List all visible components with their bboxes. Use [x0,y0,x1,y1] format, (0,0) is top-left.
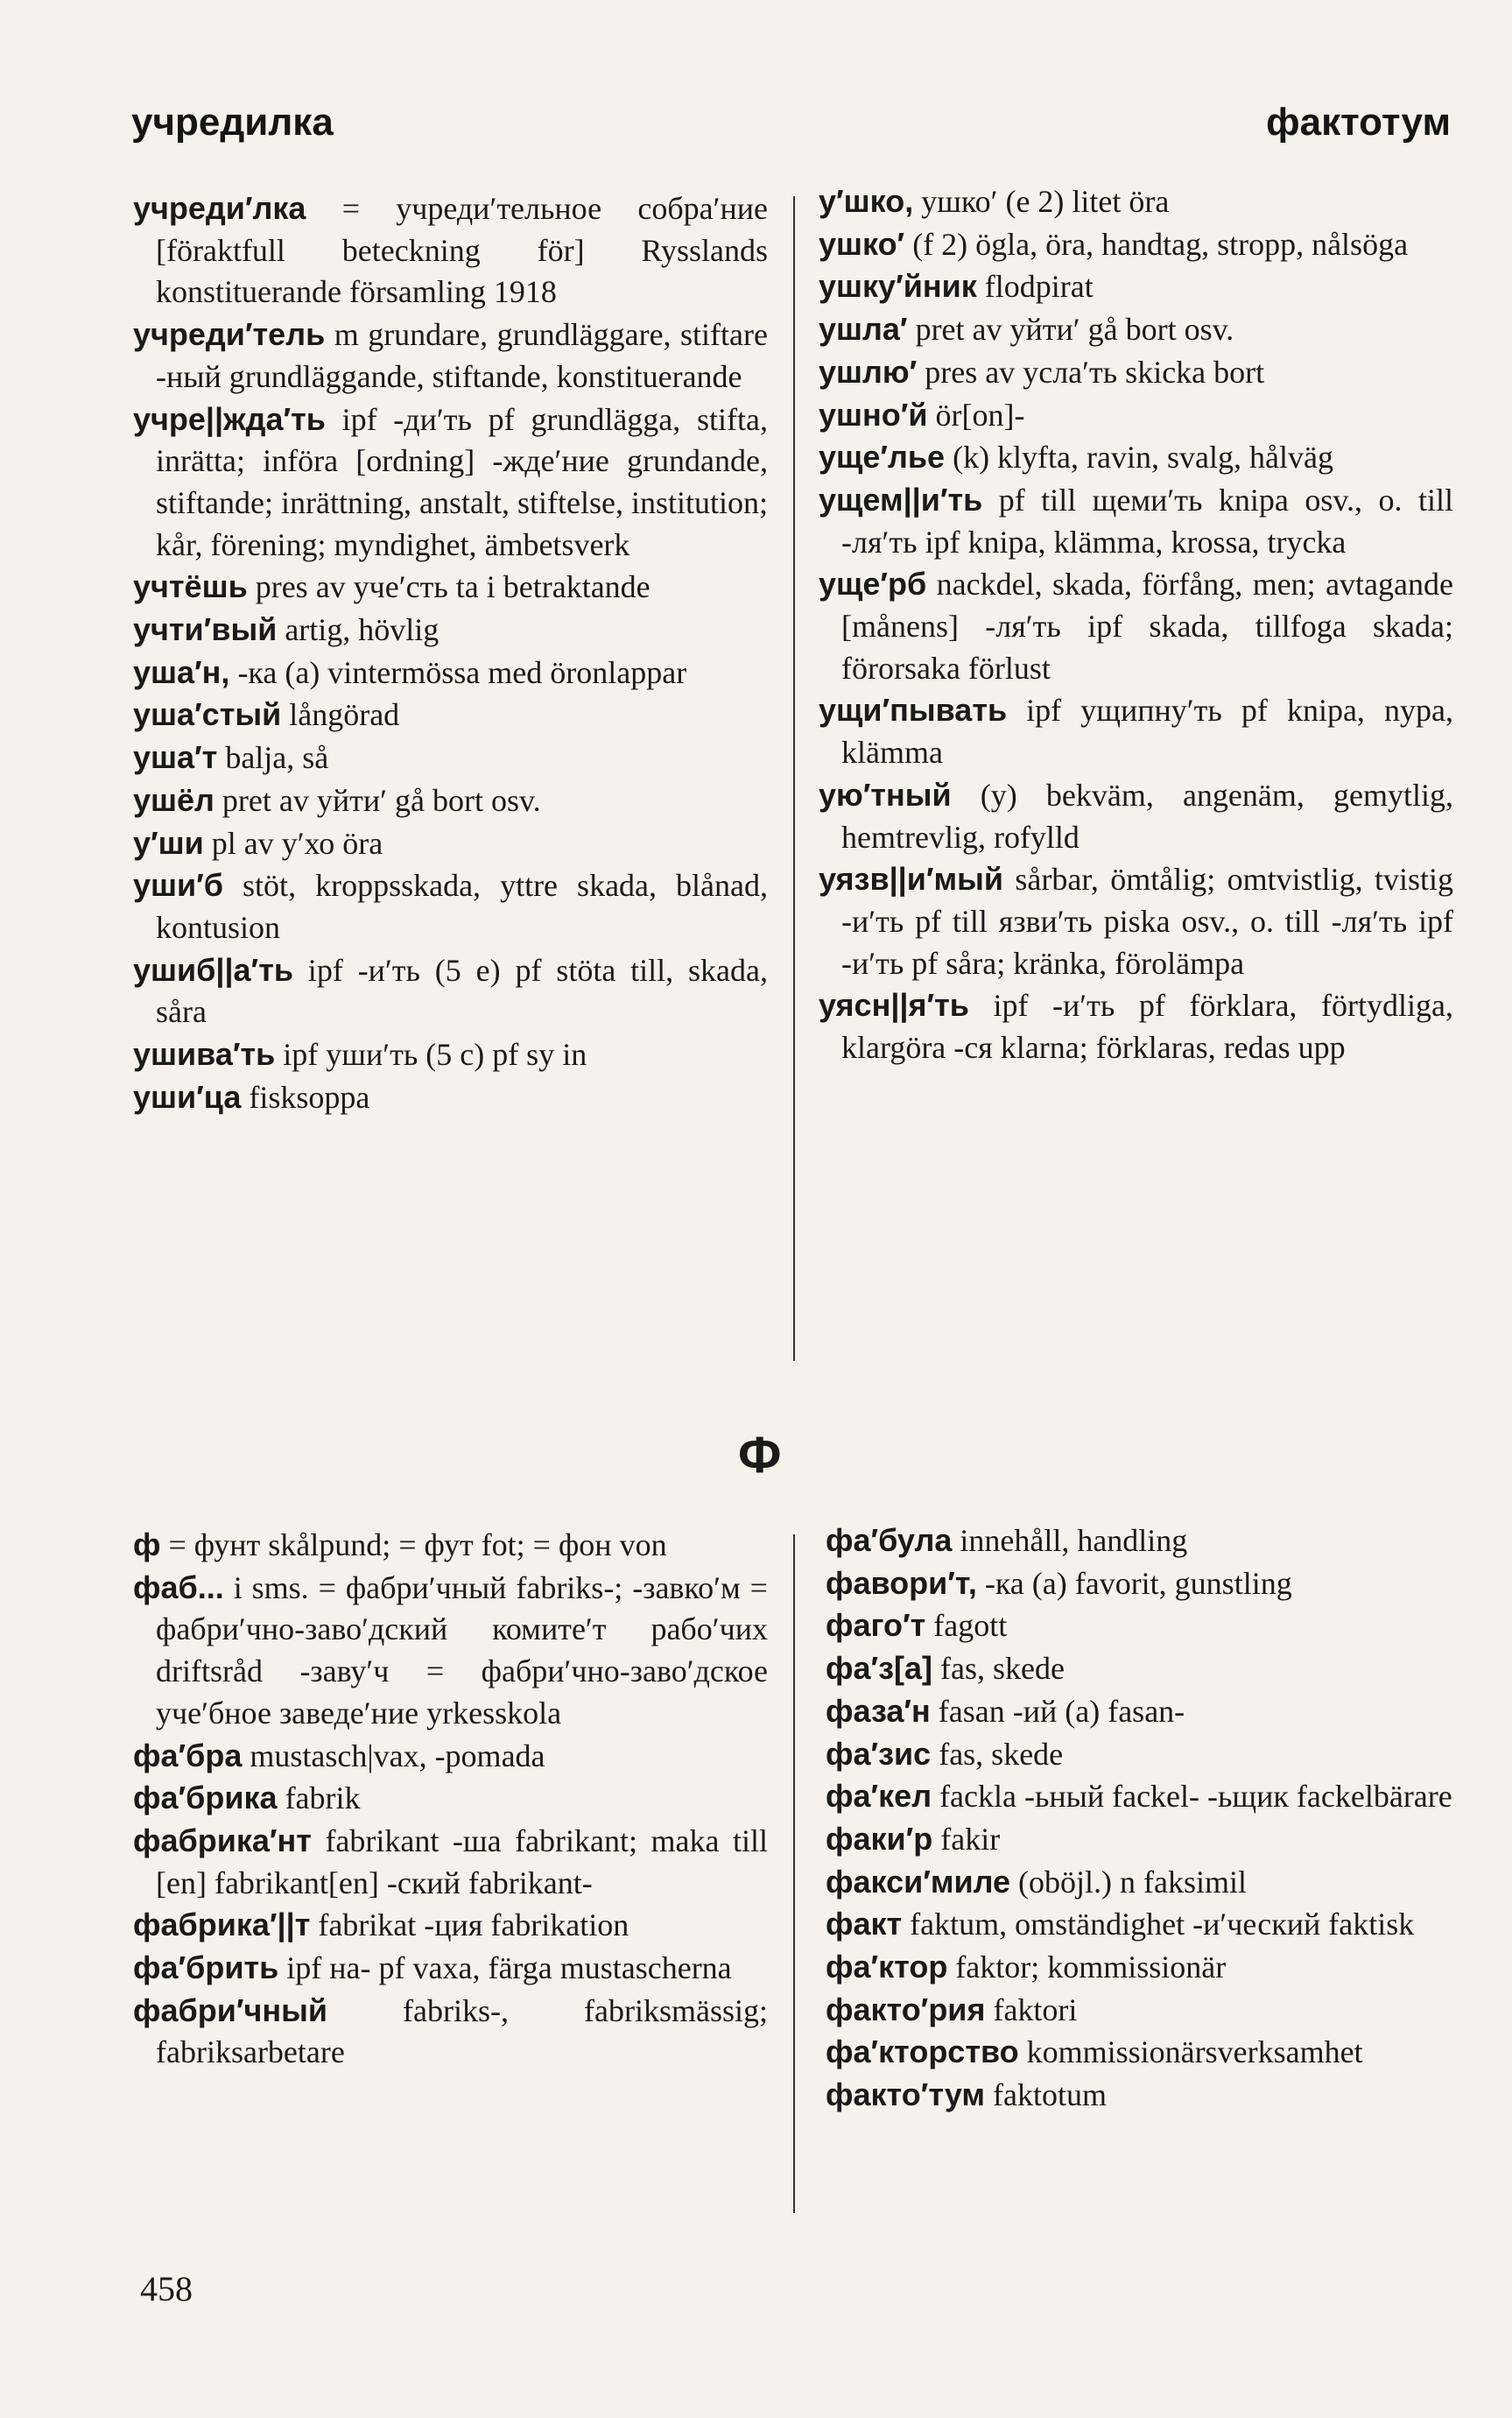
dictionary-entry: факи′р fakir [826,1820,1001,1857]
dictionary-entry: ушно′й ör[on]- [819,396,1025,433]
entry-headword: уши′ца [133,1078,242,1115]
entry-headword: ф [133,1526,161,1562]
entry-headword: учтёшь [133,568,248,605]
entry-headword: ушно′й [819,396,928,433]
column-bottom-right [826,1519,1460,2117]
dictionary-entry: учреди′тель m grundare, grundläggare, stiftare -ный grundläggande, stiftande, konstituerande [133,316,768,394]
entry-headword: уша′н, [133,653,230,690]
entry-headword: фаго′т [826,1607,926,1644]
dictionary-entry: ушла′ pret av уйти′ gå bort osv. [819,311,1234,348]
dictionary-entry: фабри′чный fabriks-, fabriksmässig; fabriksarbetare [133,1992,768,2070]
dictionary-entry: фабрика′||т fabrikat -ция fabrikation [133,1907,629,1943]
dictionary-entry: фавори′т, -ка (a) favorit, gunstling [826,1564,1292,1601]
dictionary-entry: уша′т balja, så [133,739,329,776]
dictionary-entry: фа′ктор faktor; kommissionär [826,1949,1227,1985]
dictionary-entry: фаб... i sms. = фабри′чный fabriks-; -завко′м = фабри′чно-заво′дский комите′т рабо′чих driftsråd -заву′ч = фабри′чно-заво′дское уче′бное заведе′ние yrkesskola [133,1569,768,1731]
entry-headword: фа′кел [826,1778,932,1815]
entry-headword: ушко′ [819,225,905,262]
dictionary-entry: ушку′йник flodpirat [819,268,1094,305]
dictionary-entry: ушёл pret av уйти′ gå bort osv. [133,781,541,818]
column-top-right [819,180,1453,1069]
entry-headword: учреди′лка [133,190,306,226]
dictionary-entry: уясн||я′ть ipf -и′ть pf förklara, förtydliga, klargöra -ся klarna; förklaras, redas upp [819,987,1453,1066]
dictionary-entry: фа′була innehåll, handling [826,1522,1188,1558]
dictionary-entry: ф = фунт skålpund; = фут fot; = фон von [133,1526,667,1562]
entry-headword: у′ши [133,824,204,861]
dictionary-entry: уши′ца fisksoppa [133,1078,370,1115]
entry-headword: фа′була [826,1522,953,1558]
dictionary-entry: учреди′лка = учреди′тельное собра′ние [föraktfull beteckning för] Rysslands konstituerande församling 1918 [133,190,768,310]
page-number: 458 [140,2269,193,2309]
dictionary-entry: фа′з[а] fas, skede [826,1650,1065,1687]
entry-headword: фа′зис [826,1735,932,1772]
entry-headword: ушла′ [819,311,908,348]
entry-headword: у′шко, [819,183,914,219]
dictionary-entry: фа′брика fabrik [133,1780,361,1816]
entry-headword: фа′кторство [826,2034,1019,2070]
column-divider-top [793,196,795,1361]
entry-headword: уша′т [133,739,218,776]
entry-headword: факт [826,1906,903,1942]
entry-headword: уязв||и′мый [819,861,1003,898]
entry-headword: ущи′пывать [819,692,1008,729]
entry-headword: фа′бра [133,1737,243,1773]
column-divider-bottom [793,1534,795,2213]
dictionary-entry: факси′миле (oböjl.) n faksimil [826,1863,1247,1900]
dictionary-entry: фабрика′нт fabrikant -ша fabrikant; maka till [en] fabrikant[en] -ский fabrikant- [133,1822,768,1900]
dictionary-entry: фа′брить ipf на- pf vaxa, färga mustascherna [133,1949,732,1986]
dictionary-entry: учре||жда′ть ipf -ди′ть pf grundlägga, stifta, inrätta; införa [ordning] -жде′ние grundande, stiftande; inrättning, anstalt, stiftelse, institution; kår, förening; myndighet, ämbetsverk [133,400,768,562]
entry-headword: фа′ктор [826,1949,948,1985]
entry-headword: ую′тный [819,776,952,813]
dictionary-entry: уще′лье (k) klyfta, ravin, svalg, hålväg [819,439,1333,476]
dictionary-entry: уша′н, -ка (a) vintermössa med öronlappar [133,653,687,690]
dictionary-entry: факт faktum, omständighet -и′ческий faktisk [826,1906,1415,1942]
entry-headword: ушиб||а′ть [133,951,293,988]
entry-headword: учти′вый [133,611,278,648]
entry-headword: уши′б [133,867,224,904]
dictionary-entry: фа′бра mustasch|vax, -pomada [133,1737,545,1773]
dictionary-entry: факто′рия faktori [826,1991,1078,2027]
entry-headword: факто′тум [826,2076,986,2113]
entry-headword: уша′стый [133,696,282,733]
column-bottom-left [133,1524,768,2074]
entry-headword: учреди′тель [133,316,326,353]
right-guideword: фактотум [1266,101,1451,144]
entry-headword: фаза′н [826,1692,931,1729]
dictionary-entry: ушиб||а′ть ipf -и′ть (5 e) pf stöta till, skada, såra [133,951,768,1030]
dictionary-entry: фа′кел fackla -ьный fackel- -ьщик fackelbärare [826,1778,1452,1815]
entry-headword: фаб... [133,1569,224,1605]
dictionary-entry: уязв||и′мый sårbar, ömtålig; omtvistlig, tvistig -и′ть pf till язви′ть piska osv., o. till -ля′ть ipf -и′ть pf såra; kränka, förolämpa [819,861,1453,981]
section-letter: Ф [738,1427,782,1484]
entry-headword: ушива′ть [133,1036,276,1073]
dictionary-entry: уще′рб nackdel, skada, förfång, men; avtagande [månens] -ля′ть ipf skada, tillfoga skada; förorsaka förlust [819,566,1453,686]
entry-headword: уще′лье [819,439,946,476]
dictionary-entry: фаза′н fasan -ий (a) fasan- [826,1692,1185,1729]
left-guideword: учредилка [131,101,334,144]
entry-headword: фабрика′||т [133,1907,311,1943]
dictionary-entry: у′шко, ушко′ (e 2) litet öra [819,183,1170,219]
dictionary-entry: учти′вый artig, hövlig [133,611,440,648]
entry-headword: фа′брика [133,1780,278,1816]
dictionary-entry: фа′зис fas, skede [826,1735,1064,1772]
dictionary-entry: ущи′пывать ipf ущипну′ть pf knipa, nypa, klämma [819,692,1453,771]
entry-headword: факи′р [826,1820,933,1857]
entry-headword: уще′рб [819,566,927,603]
entry-headword: фа′з[а] [826,1650,933,1687]
dictionary-entry: фаго′т fagott [826,1607,1008,1644]
entry-headword: ушлю′ [819,353,918,390]
entry-headword: факто′рия [826,1991,986,2027]
dictionary-entry: учтёшь pres av уче′сть ta i betraktande [133,568,651,605]
column-top-left [133,187,768,1118]
dictionary-entry: ую′тный (y) bekväm, angenäm, gemytlig, hemtrevlig, rofylld [819,776,1453,855]
dictionary-entry: фа′кторство kommissionärsverksamhet [826,2034,1363,2070]
entry-headword: ушёл [133,781,214,818]
dictionary-entry: уша′стый långörad [133,696,400,733]
dictionary-entry: у′ши pl av у′хо öra [133,824,383,861]
entry-headword: уясн||я′ть [819,987,969,1024]
dictionary-entry: ущем||и′ть pf till щеми′ть knipa osv., o. till -ля′ть ipf knipa, klämma, krossa, trycka [819,481,1453,560]
dictionary-entry: ушко′ (f 2) ögla, öra, handtag, stropp, nålsöga [819,225,1409,262]
dictionary-entry: ушива′ть ipf уши′ть (5 c) pf sy in [133,1036,587,1073]
dictionary-entry: ушлю′ pres av усла′ть skicka bort [819,353,1265,390]
entry-headword: фабри′чный [133,1992,328,2028]
entry-headword: ущем||и′ть [819,481,983,518]
entry-headword: ушку′йник [819,268,977,305]
dictionary-entry: уши′б stöt, kroppsskada, yttre skada, blånad, kontusion [133,867,768,945]
entry-headword: фа′брить [133,1949,279,1986]
entry-headword: фабрика′нт [133,1822,312,1858]
entry-headword: факси′миле [826,1863,1011,1900]
dictionary-entry: факто′тум faktotum [826,2076,1108,2113]
entry-headword: фавори′т, [826,1564,977,1601]
entry-headword: учре||жда′ть [133,400,326,437]
